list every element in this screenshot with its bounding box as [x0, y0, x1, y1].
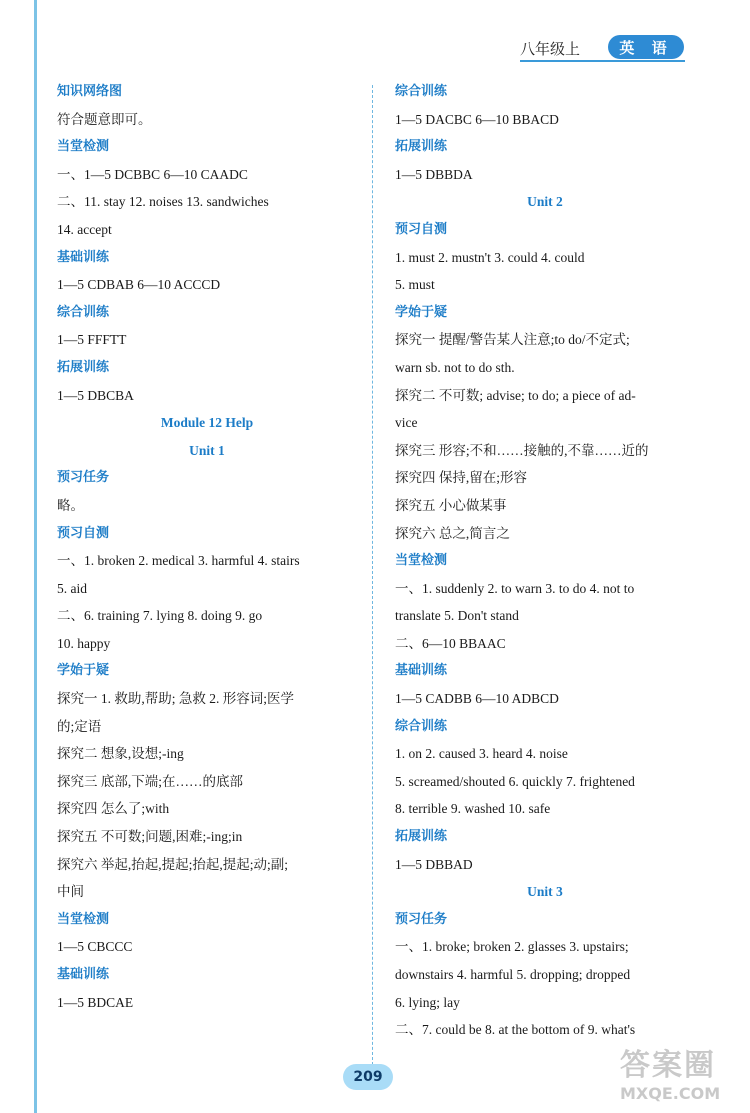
answer-line: warn sb. not to do sth. [395, 359, 515, 375]
answer-line: 1—5 DACBC 6—10 BBACD [395, 111, 559, 127]
unit-title: Unit 1 [189, 442, 225, 458]
answer-line: 探究三 形容;不和……接触的,不靠……近的 [395, 442, 649, 458]
answer-line: 10. happy [57, 635, 111, 651]
answer-line: 1—5 CDBAB 6—10 ACCCD [57, 277, 221, 293]
unit-title: Unit 3 [527, 884, 563, 900]
section-heading: 当堂检测 [57, 911, 110, 927]
answer-line: 一、1. suddenly 2. to warn 3. to do 4. not to [395, 580, 635, 596]
answer-line: 1. on 2. caused 3. heard 4. noise [395, 746, 568, 762]
answer-line: 二、7. could be 8. at the bottom of 9. what's [395, 1022, 636, 1038]
section-heading: 预习任务 [57, 470, 110, 486]
section-heading: 综合训练 [395, 718, 448, 734]
answer-line: 1—5 DBBDA [395, 166, 473, 182]
watermark [620, 1040, 720, 1103]
section-heading: 学始于疑 [57, 663, 110, 679]
answer-line: 5. screamed/shouted 6. quickly 7. frightened [395, 773, 635, 789]
right-column [395, 78, 695, 1044]
section-heading: 拓展训练 [395, 829, 448, 845]
watermark-logo: 答案圈 [620, 1048, 716, 1083]
section-heading: 当堂检测 [395, 553, 448, 569]
answer-line: translate 5. Don't stand [395, 608, 519, 624]
section-heading: 知识网络图 [57, 84, 123, 99]
answer-line: 一、1. broken 2. medical 3. harmful 4. stairs [57, 553, 300, 569]
left-margin-rule [34, 0, 37, 1113]
section-heading: 预习自测 [57, 525, 110, 541]
page-number: 209 [343, 1064, 393, 1090]
answer-line: 探究五 小心做某事 [395, 497, 507, 513]
subject-badge: 英 语 [608, 35, 684, 59]
answer-line: 探究六 总之,简言之 [395, 525, 510, 541]
answer-line: 二、11. stay 12. noises 13. sandwiches [57, 194, 269, 210]
answer-line: 二、6. training 7. lying 8. doing 9. go [57, 608, 263, 624]
answer-line: 一、1—5 DCBBC 6—10 CAADC [57, 166, 248, 182]
answer-line: 探究三 底部,下端;在……的底部 [57, 773, 244, 789]
answer-line: 1—5 CADBB 6—10 ADBCD [395, 691, 559, 707]
left-column [57, 78, 357, 1016]
answer-line: 一、1. broke; broken 2. glasses 3. upstairs; [395, 939, 629, 955]
section-heading: 综合训练 [57, 304, 110, 320]
answer-line: 探究二 不可数; advise; to do; a piece of ad- [395, 387, 636, 403]
section-heading: 预习任务 [395, 911, 448, 927]
answer-line: 符合题意即可。 [57, 111, 152, 127]
section-heading: 拓展训练 [57, 359, 110, 375]
answer-line: 探究四 保持,留在;形容 [395, 470, 528, 486]
section-heading: 当堂检测 [57, 139, 110, 155]
section-heading: 学始于疑 [395, 304, 448, 320]
answer-line: 略。 [57, 497, 84, 513]
answer-line: 探究一 提醒/警告某人注意;to do/不定式; [395, 332, 630, 348]
section-heading: 预习自测 [395, 221, 448, 237]
answer-line: 中间 [57, 884, 84, 900]
answer-line: 1—5 FFFTT [57, 332, 127, 348]
answer-line: 5. must [395, 277, 435, 293]
section-heading: 拓展训练 [395, 139, 448, 155]
answer-line: 1—5 DBBAD [395, 856, 473, 872]
answer-line: downstairs 4. harmful 5. dropping; dropped [395, 967, 631, 982]
answer-line: 1—5 DBCBA [57, 387, 134, 403]
watermark-url: MXQE.COM [620, 1084, 721, 1103]
section-heading: 基础训练 [57, 967, 110, 982]
answer-line: 探究四 怎么了;with [57, 801, 170, 817]
answer-line: 探究二 想象,设想;-ing [57, 746, 184, 762]
answer-line: 探究一 1. 救助,帮助; 急救 2. 形容词;医学 [57, 691, 295, 707]
answer-line: 1—5 BDCAE [57, 994, 134, 1010]
section-heading: 综合训练 [395, 84, 448, 99]
answer-line: 6. lying; lay [395, 994, 460, 1010]
answer-line: 二、6—10 BBAAC [395, 635, 506, 651]
answer-line: 的;定语 [57, 718, 102, 734]
answer-line: 1. must 2. mustn't 3. could 4. could [395, 249, 585, 265]
unit-title: Module 12 Help [160, 415, 254, 431]
answer-line: 5. aid [57, 580, 87, 596]
section-heading: 基础训练 [57, 249, 110, 265]
answer-line: 探究六 举起,抬起,提起;抬起,提起;动;副; [57, 856, 289, 872]
section-heading: 基础训练 [395, 663, 448, 679]
header-underline [520, 60, 685, 62]
column-divider [372, 85, 373, 1085]
answer-line: 探究五 不可数;问题,困难;-ing;in [57, 829, 243, 845]
unit-title: Unit 2 [527, 194, 563, 210]
answer-line: 1—5 CBCCC [57, 939, 133, 955]
grade-label: 八年级上 [520, 40, 581, 58]
answer-line: 14. accept [57, 221, 112, 237]
answer-line: 8. terrible 9. washed 10. safe [395, 801, 551, 817]
answer-line: vice [395, 415, 418, 431]
